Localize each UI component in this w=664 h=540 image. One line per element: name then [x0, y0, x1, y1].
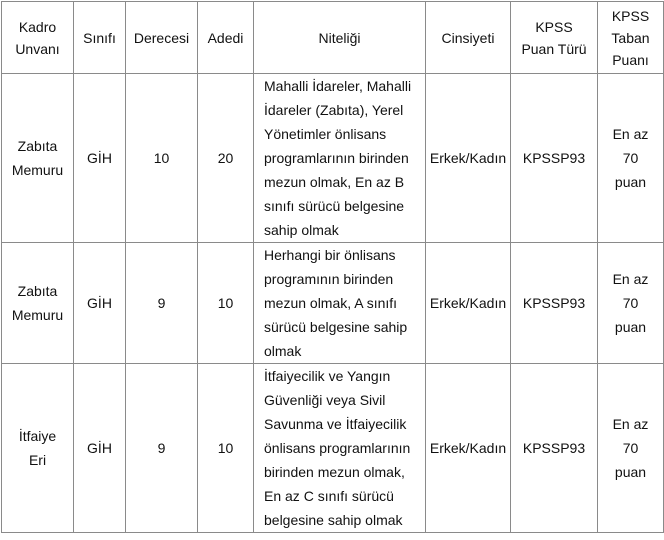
- cell-derecesi: 10: [126, 74, 198, 243]
- header-kpss-taban-puani: KPSS Taban Puanı: [598, 2, 664, 74]
- cell-niteligi: Mahalli İdareler, Mahalli İdareler (Zabıta), Yerel Yönetimler önlisans programlarının birinden mezun olmak, En az B sınıfı sürücü belgesine sahip olmak: [254, 74, 426, 243]
- cell-puan-turu: KPSSP93: [511, 243, 598, 364]
- cell-cinsiyeti: Erkek/Kadın: [426, 364, 511, 533]
- table-row: [2, 364, 664, 533]
- cell-taban-puani: En az 70 puan: [598, 243, 664, 364]
- cell-adedi: 10: [198, 364, 254, 533]
- cell-derecesi: 9: [126, 364, 198, 533]
- cell-kadro-unvani: İtfaiye Eri: [2, 364, 74, 533]
- header-sinifi: Sınıfı: [74, 2, 126, 74]
- cell-cinsiyeti: Erkek/Kadın: [426, 74, 511, 243]
- header-cinsiyeti: Cinsiyeti: [426, 2, 511, 74]
- cell-sinifi: GİH: [74, 364, 126, 533]
- header-kpss-puan-turu: KPSS Puan Türü: [511, 2, 598, 74]
- cell-niteligi: Herhangi bir önlisans programının birinden mezun olmak, A sınıfı sürücü belgesine sahip olmak: [254, 243, 426, 364]
- cell-adedi: 10: [198, 243, 254, 364]
- header-derecesi: Derecesi: [126, 2, 198, 74]
- header-niteligi: Niteliği: [254, 2, 426, 74]
- cell-sinifi: GİH: [74, 243, 126, 364]
- cell-cinsiyeti: Erkek/Kadın: [426, 243, 511, 364]
- header-row: [2, 2, 664, 74]
- cell-niteligi: İtfaiyecilik ve Yangın Güvenliği veya Sivil Savunma ve İtfaiyecilik önlisans programlarının birinden mezun olmak, En az C sınıfı sürücü belgesine sahip olmak: [254, 364, 426, 533]
- table-row: [2, 243, 664, 364]
- header-adedi: Adedi: [198, 2, 254, 74]
- cell-sinifi: GİH: [74, 74, 126, 243]
- header-kadro-unvani: Kadro Unvanı: [2, 2, 74, 74]
- table-row: [2, 74, 664, 243]
- cell-puan-turu: KPSSP93: [511, 364, 598, 533]
- cell-derecesi: 9: [126, 243, 198, 364]
- cell-kadro-unvani: Zabıta Memuru: [2, 74, 74, 243]
- cell-puan-turu: KPSSP93: [511, 74, 598, 243]
- staff-positions-table: [1, 1, 664, 533]
- cell-taban-puani: En az 70 puan: [598, 364, 664, 533]
- cell-kadro-unvani: Zabıta Memuru: [2, 243, 74, 364]
- cell-adedi: 20: [198, 74, 254, 243]
- cell-taban-puani: En az 70 puan: [598, 74, 664, 243]
